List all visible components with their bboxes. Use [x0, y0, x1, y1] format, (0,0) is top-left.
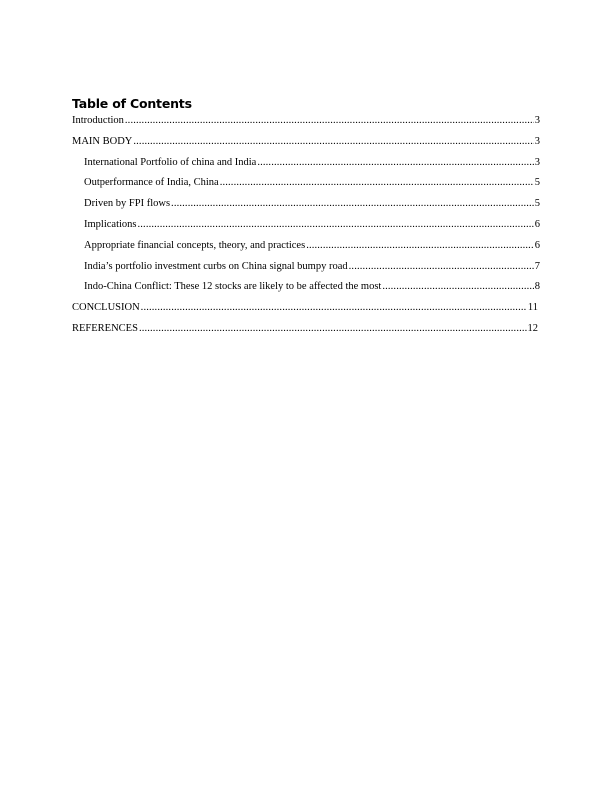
toc-dot-leader — [133, 135, 533, 149]
toc-page-number: 3 — [534, 115, 540, 126]
toc-entry-fpi-flows[interactable] — [72, 197, 540, 218]
toc-dot-leader — [139, 322, 527, 336]
toc-dot-leader — [382, 280, 533, 294]
toc-entry-indo-china-conflict[interactable] — [72, 280, 540, 301]
toc-entry-label: Implications — [84, 218, 137, 230]
toc-dot-leader — [306, 239, 534, 253]
toc-entry-label: Indo-China Conflict: These 12 stocks are likely to be affected the most — [84, 281, 382, 293]
toc-page-number: 12 — [527, 322, 538, 334]
toc-entry-investment-curbs[interactable] — [72, 260, 540, 281]
toc-entry-label: Driven by FPI flows — [84, 198, 171, 210]
toc-entry-implications[interactable] — [72, 218, 540, 239]
toc-dot-leader — [257, 156, 533, 170]
toc-entry-main-body[interactable] — [72, 135, 540, 156]
toc-dot-leader — [138, 218, 534, 232]
toc-dot-leader — [141, 301, 527, 315]
toc-dot-leader — [125, 114, 534, 128]
toc-dot-leader — [171, 197, 534, 211]
toc-page-number: 5 — [534, 177, 540, 189]
toc-page-number: 3 — [534, 156, 540, 168]
toc-entry-financial-concepts[interactable] — [72, 239, 540, 260]
toc-page-number: 6 — [534, 218, 540, 230]
toc-entry-label: Appropriate financial concepts, theory, and practices — [84, 239, 306, 251]
toc-entry-label: REFERENCES — [72, 322, 138, 334]
toc-entry-label: Outperformance of India, China — [84, 177, 219, 189]
toc-dot-leader — [220, 176, 534, 190]
toc-page-number: 5 — [534, 198, 540, 210]
toc-entry-label: India’s portfolio investment curbs on China signal bumpy road — [84, 260, 348, 272]
toc-entry-label: CONCLUSION — [72, 302, 140, 314]
toc-page-number: 11 — [527, 302, 538, 314]
toc-entry-label: MAIN BODY — [72, 135, 133, 147]
toc-page-number: 3 — [534, 135, 540, 147]
toc-entry-label: International Portfolio of china and India — [84, 156, 257, 168]
toc-entry-outperformance[interactable] — [72, 176, 540, 197]
toc-page-number: 6 — [534, 239, 540, 251]
toc-entry-references[interactable] — [72, 322, 538, 343]
toc-dot-leader — [349, 260, 534, 274]
toc-page-number: 8 — [534, 281, 540, 293]
toc-page-number: 7 — [534, 260, 540, 272]
toc-title: Table of Contents — [72, 96, 192, 111]
toc-entry-international-portfolio[interactable] — [72, 156, 540, 177]
toc-list — [72, 114, 540, 343]
toc-entry-label: Introduction — [72, 115, 124, 126]
toc-entry-introduction[interactable] — [72, 114, 540, 135]
toc-entry-conclusion[interactable] — [72, 301, 538, 322]
